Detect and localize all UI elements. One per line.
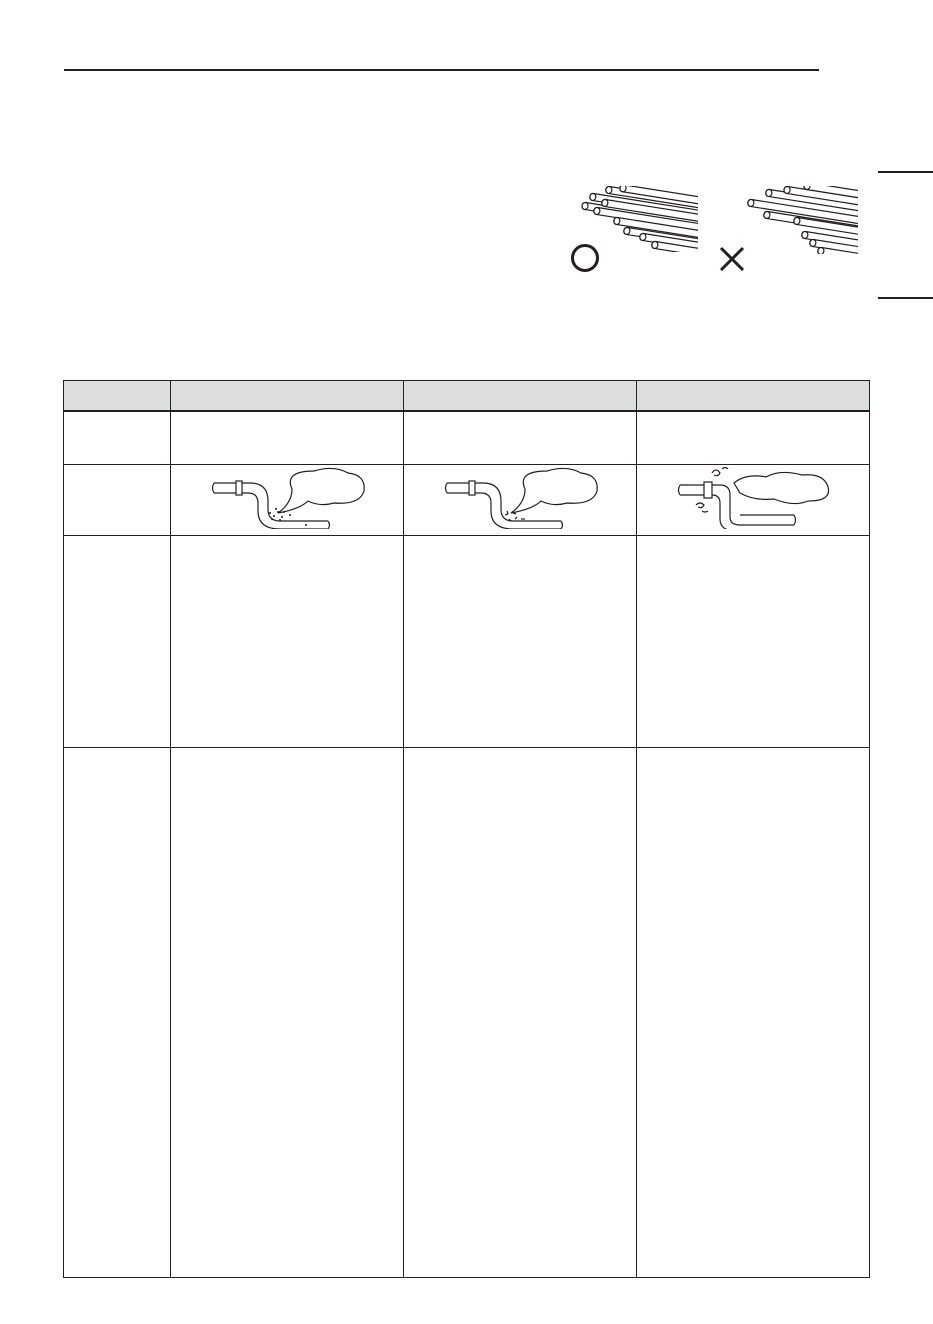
comparison-table: [63, 380, 870, 1278]
side-tab-bottom-line: [878, 297, 933, 299]
pipe-elbow-debris-icon: [443, 465, 603, 529]
pipe-bundle-even-ends-icon: [580, 186, 698, 252]
pipe-bundle-uneven-ends-icon: [746, 186, 858, 254]
column-divider: [636, 381, 637, 1277]
pipe-elbow-particles-icon: [210, 465, 370, 529]
pipe-joint-leak-icon: [676, 465, 836, 529]
table-header-row: [64, 381, 869, 412]
column-divider: [403, 381, 404, 1277]
side-tab-top-line: [878, 171, 933, 173]
row-divider: [64, 535, 869, 536]
top-rule: [64, 69, 819, 71]
column-divider: [170, 381, 171, 1277]
correct-circle-icon: [571, 244, 599, 272]
incorrect-cross-icon: [719, 246, 745, 272]
row-divider: [64, 747, 869, 748]
